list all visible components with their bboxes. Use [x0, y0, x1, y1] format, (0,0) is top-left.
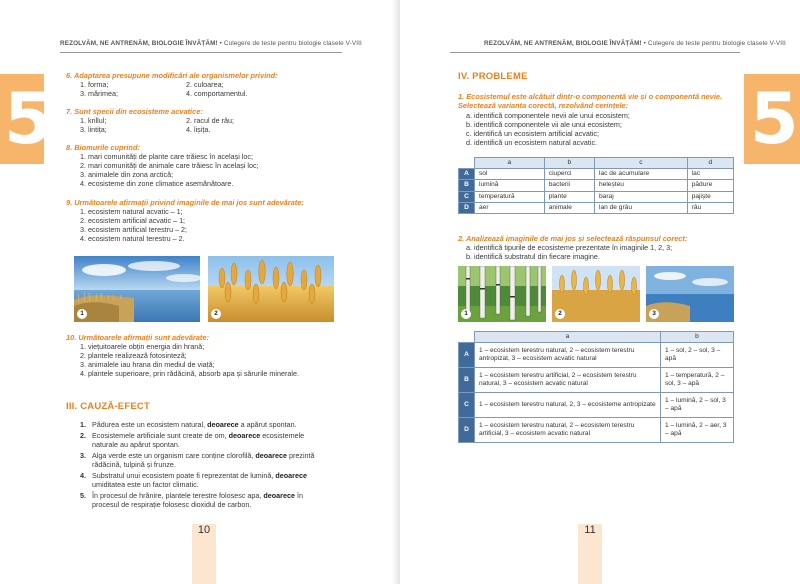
option: 4. ecosistem natural terestru – 2. [80, 234, 185, 244]
question-10 [66, 333, 356, 378]
chapter-tab [0, 74, 53, 164]
running-header: REZOLVĂM, NE ANTRENĂM, BIOLOGIE ÎNVĂȚĂM! • Culegere de teste pentru biologie clasele V-VIII [60, 40, 362, 47]
image-number: 1 [461, 309, 471, 319]
column-header: a [475, 332, 661, 343]
cause-effect-list [80, 420, 328, 511]
option: 4. lișița. [186, 125, 211, 135]
image-number: 1 [77, 309, 87, 319]
column-header: c [595, 158, 688, 169]
problem-2 [458, 234, 740, 261]
column-header: b [661, 332, 734, 343]
table-row: C 1 – ecosistem terestru natural, 2, 3 – ecosisteme antropizate 1 – lumină, 2 – sol, 3 – apă [459, 393, 734, 418]
option: 4. ecosisteme din zone climatice asemănătoare. [80, 179, 234, 189]
header-rule [450, 52, 740, 53]
wheat-field-photo-small [552, 266, 640, 322]
table-row: B 1 – ecosistem terestru artificial, 2 – ecosistem terestru natural, 3 – ecosistem acvatic natural 1 – temperatură, 2 – sol, 3 – apă [459, 368, 734, 393]
birch-forest-photo [458, 266, 546, 322]
problem-instruction: Selectează varianta corectă, rezolvând cerințele: [458, 101, 629, 111]
option: 1. krillul; [80, 116, 107, 126]
option: 4. comportamentul. [186, 89, 248, 99]
option: 2. mari comunități de animale care trăiesc în același loc; [80, 161, 259, 171]
problem-title: 2. Analizează imaginile de mai jos și selectează răspunsul corect: [458, 234, 688, 243]
task: a. identifică componentele nevii ale unui ecosistem; [466, 110, 630, 120]
option: 3. lintița; [80, 125, 107, 135]
list-item: 2. Ecosistemele artificiale sunt create de om, deoarece ecosistemele naturale au apărut spontan. [80, 431, 305, 449]
list-item: 4. Substratul unui ecosistem poate fi reprezentat de lumină, deoarece umiditatea este un factor climatic. [80, 471, 307, 489]
table-row: C temperatură plante baraj pajiște [459, 191, 734, 202]
column-header: d [687, 158, 733, 169]
question-title: 8. Biomurile cuprind: [66, 143, 140, 152]
chapter-number: 5 [4, 78, 53, 160]
option: 3. animalele iau hrana din mediul de viață; [80, 360, 215, 370]
option: 1. mari comunități de plante care trăiesc în același loc; [80, 152, 253, 162]
answer-table-2 [458, 331, 734, 443]
list-item: 3. Alga verde este un organism care conține clorofilă, deoarece prezintă rădăcină, tulpină și frunze. [80, 451, 315, 469]
table-header-row [459, 158, 734, 169]
lake-reeds-photo [74, 256, 200, 322]
option: 3. mărimea; [80, 89, 118, 99]
question-6 [66, 71, 356, 98]
table-row: A 1 – ecosistem terestru natural, 2 – ecosistem terestru antropizat, 3 – ecosistem acvatic natural 1 – sol, 2 – sol, 3 – apă [459, 343, 734, 368]
task: a. identifică tipurile de ecosisteme prezentate în imaginile 1, 2, 3; [466, 243, 673, 253]
option: 4. plantele superioare, prin rădăcină, absorb apa și sărurile minerale. [80, 369, 299, 379]
page-number: 11 [584, 524, 596, 537]
option: 1. ecosistem natural acvatic – 1; [80, 207, 183, 217]
table-row: A sol ciuperci lac de acumulare lac [459, 169, 734, 180]
answer-table-1 [458, 157, 734, 214]
question-8 [66, 143, 356, 188]
task: b. identifică componentele vii ale unui ecosistem; [466, 119, 622, 129]
list-item: 1. Pădurea este un ecosistem natural, deoarece a apărut spontan. [80, 420, 297, 429]
column-header: a [475, 158, 545, 169]
section-title: IV. PROBLEME [458, 71, 528, 82]
table-row: B lumină bacterii heleșteu pădure [459, 180, 734, 191]
page-number: 10 [197, 524, 211, 537]
section-title: III. CAUZĂ-EFECT [66, 401, 150, 412]
chapter-number: 5 [750, 78, 799, 160]
option: 2. plantele realizează fotosinteză; [80, 351, 187, 361]
task: b. identifică substratul din fiecare imagine. [466, 252, 600, 262]
task: c. identifică un ecosistem artificial acvatic; [466, 128, 600, 138]
option: 1. forma; [80, 80, 109, 90]
problem-title: 1. Ecosistemul este alcătuit dintr-o componentă vie și o componentă nevie. [458, 92, 723, 101]
option: 3. animalele din zona arctică; [80, 170, 174, 180]
task: d. identifică un ecosistem natural acvatic. [466, 137, 598, 147]
question-9 [66, 198, 356, 243]
header-rule [60, 52, 342, 53]
image-number: 3 [649, 309, 659, 319]
lake-photo [646, 266, 734, 322]
question-title: 6. Adaptarea presupune modificări ale organismelor privind: [66, 71, 278, 80]
option: 3. ecosistem artificial terestru – 2; [80, 225, 188, 235]
wheat-field-photo [208, 256, 334, 322]
option: 2. racul de râu; [186, 116, 234, 126]
table-row: D 1 – ecosistem terestru natural, 2 – ecosistem terestru artificial, 3 – ecosistem acvatic natural 1 – lumină, 2 – aer, 3 – apă [459, 418, 734, 443]
question-title: 7. Sunt specii din ecosisteme acvatice: [66, 107, 203, 116]
option: 2. ecosistem artificial acvatic – 1; [80, 216, 186, 226]
list-item: 5. În procesul de hrănire, plantele terestre folosesc apa, deoarece în procesul de respirație folosesc dioxidul de carbon. [80, 491, 303, 509]
problem-1 [458, 92, 740, 147]
chapter-tab [744, 74, 800, 164]
table-header-row [459, 332, 734, 343]
option: 2. culoarea; [186, 80, 224, 90]
table-row: D aer animale lan de grâu râu [459, 202, 734, 213]
column-header: b [544, 158, 594, 169]
option: 1. viețuitoarele obțin energia din hrană; [80, 342, 205, 352]
running-header: REZOLVĂM, NE ANTRENĂM, BIOLOGIE ÎNVĂȚĂM! • Culegere de teste pentru biologie clasele V-VIII [484, 40, 786, 47]
image-number: 2 [211, 309, 221, 319]
image-number: 2 [555, 309, 565, 319]
question-7 [66, 107, 356, 134]
right-page [400, 0, 800, 584]
question-title: 9. Următoarele afirmații privind imaginile de mai jos sunt adevărate: [66, 198, 304, 207]
question-title: 10. Următoarele afirmații sunt adevărate: [66, 333, 209, 342]
